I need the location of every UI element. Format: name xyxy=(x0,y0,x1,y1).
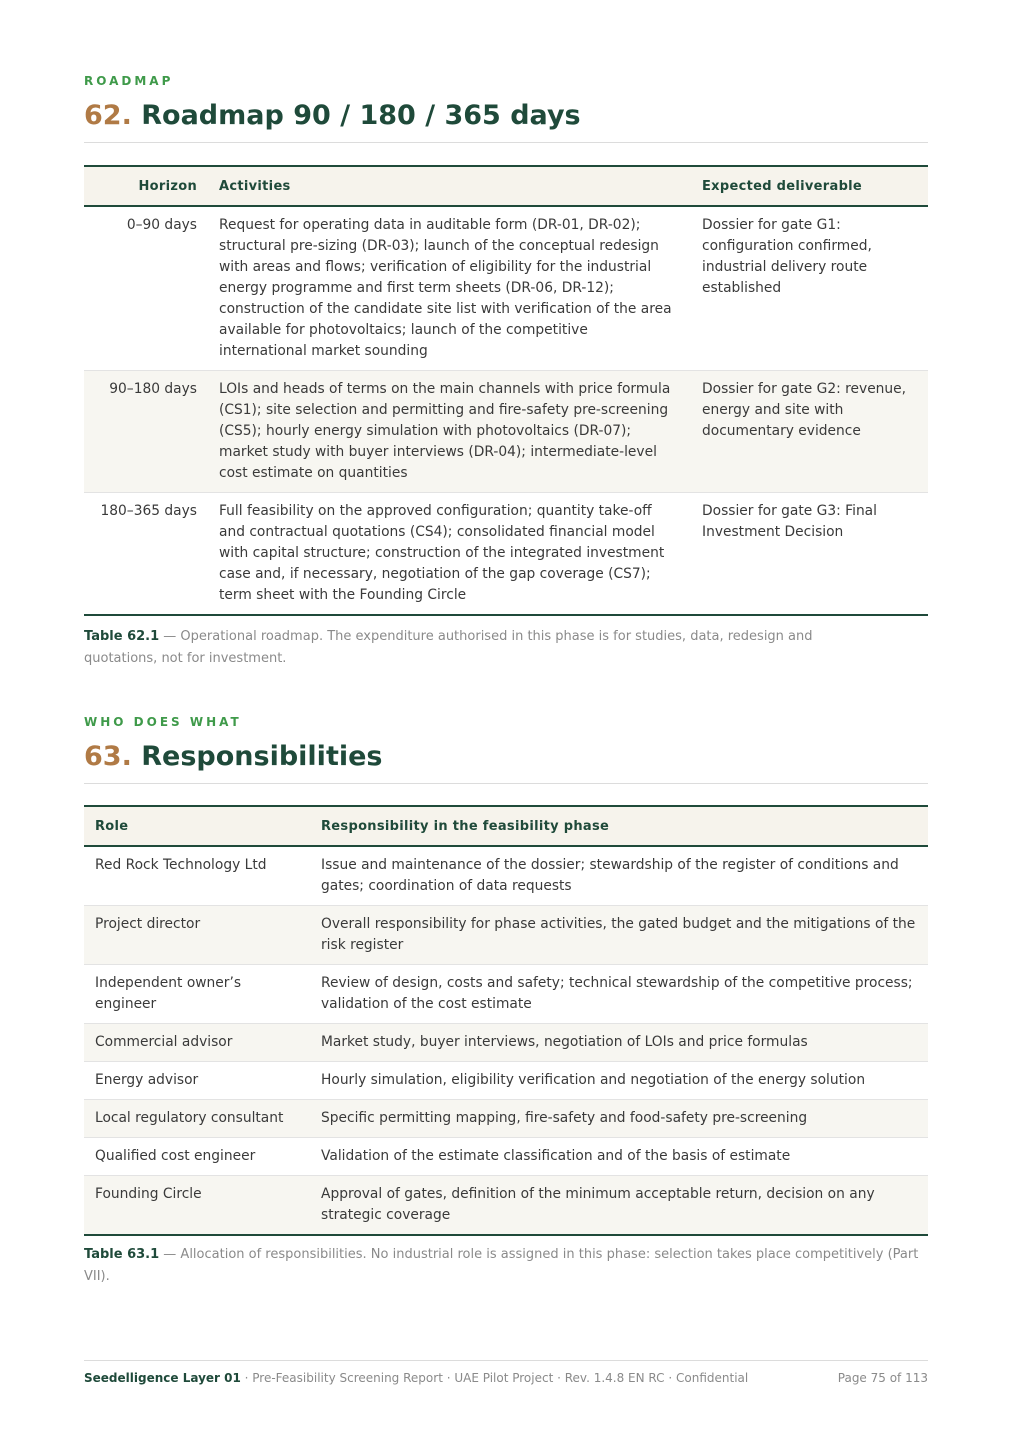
caption-label: Table 62.1 xyxy=(84,629,160,644)
table-header-row xyxy=(84,166,928,206)
role-cell: Commercial advisor xyxy=(84,1024,310,1062)
responsibility-cell: Hourly simulation, eligibility verification and negotiation of the energy solution xyxy=(321,1072,866,1088)
caption-text: — Operational roadmap. The expenditure authorised in this phase is for studies, data, redesign and quotations, not for investment. xyxy=(84,629,813,666)
section-title-text: Responsibilities xyxy=(141,741,383,772)
section-eyebrow: ROADMAP xyxy=(84,74,174,88)
responsibility-cell: Issue and maintenance of the dossier; stewardship of the register of conditions and gates; coordination of data requests xyxy=(321,857,899,894)
table-row xyxy=(84,371,928,493)
table-row xyxy=(84,1176,928,1236)
column-header-deliverable: Expected deliverable xyxy=(691,166,928,206)
table-row xyxy=(84,1100,928,1138)
activities-cell: Full feasibility on the approved configuration; quantity take-off and contractual quotations (CS4); consolidated financial model with capital structure; construction of the integrated investment case and, if necessary, negotiation of the gap coverage (CS7); term sheet with the Founding Circle xyxy=(219,503,665,603)
section-title-text: Roadmap 90 / 180 / 365 days xyxy=(141,100,581,131)
deliverable-cell: Dossier for gate G1: configuration confirmed, industrial delivery route established xyxy=(702,217,872,296)
table-row xyxy=(84,493,928,616)
divider xyxy=(84,783,928,784)
responsibility-cell: Overall responsibility for phase activities, the gated budget and the mitigations of the risk register xyxy=(310,906,928,965)
horizon-cell: 0–90 days xyxy=(126,217,197,233)
horizon-cell: 180–365 days xyxy=(100,503,197,519)
footer-meta xyxy=(84,1371,748,1385)
deliverable-cell: Dossier for gate G2: revenue, energy and site with documentary evidence xyxy=(691,371,928,493)
table-row xyxy=(84,906,928,965)
role-cell: Independent owner’s engineer xyxy=(95,975,242,1012)
responsibility-cell: Validation of the estimate classification and of the basis of estimate xyxy=(321,1148,791,1164)
table-row xyxy=(84,1062,928,1100)
responsibility-cell: Approval of gates, definition of the minimum acceptable return, decision on any strategic coverage xyxy=(310,1176,928,1236)
column-header-activities: Activities xyxy=(208,166,691,206)
role-cell: Qualified cost engineer xyxy=(95,1148,256,1164)
table-caption xyxy=(84,626,884,670)
section-title xyxy=(84,741,928,773)
section-number: 63. xyxy=(84,741,132,772)
table-caption xyxy=(84,1244,928,1288)
caption-text: — Allocation of responsibilities. No industrial role is assigned in this phase: selection takes place competitively (Part VII). xyxy=(84,1247,919,1284)
role-cell: Project director xyxy=(84,906,310,965)
section-eyebrow: WHO DOES WHAT xyxy=(84,715,242,729)
table-row xyxy=(84,846,928,906)
page-footer xyxy=(84,1360,928,1385)
activities-cell: Request for operating data in auditable form (DR-01, DR-02); structural pre-sizing (DR-03); launch of the conceptual redesign with areas and flows; verification of eligibility for the industrial energy programme and first term sheets (DR-06, DR-12); construction of the candidate site list with verification of the area available for photovoltaics; launch of the competitive international market sounding xyxy=(219,217,672,359)
role-cell: Red Rock Technology Ltd xyxy=(95,857,267,873)
page-number: Page 75 of 113 xyxy=(837,1371,928,1385)
column-header-role: Role xyxy=(84,806,310,846)
table-row xyxy=(84,1138,928,1176)
section-number: 62. xyxy=(84,100,132,131)
role-cell: Founding Circle xyxy=(84,1176,310,1236)
table-header-row xyxy=(84,806,928,846)
roadmap-table xyxy=(84,165,928,616)
responsibility-cell: Specific permitting mapping, fire-safety and food-safety pre-screening xyxy=(310,1100,928,1138)
divider xyxy=(84,142,928,143)
caption-label: Table 63.1 xyxy=(84,1247,160,1262)
table-row xyxy=(84,1024,928,1062)
deliverable-cell: Dossier for gate G3: Final Investment Decision xyxy=(702,503,877,540)
footer-brand: Seedelligence Layer 01 xyxy=(84,1371,241,1385)
table-row xyxy=(84,206,928,371)
section-roadmap xyxy=(84,74,928,143)
horizon-cell: 90–180 days xyxy=(84,371,208,493)
responsibility-cell: Market study, buyer interviews, negotiation of LOIs and price formulas xyxy=(310,1024,928,1062)
section-title xyxy=(84,100,928,132)
table-row xyxy=(84,965,928,1024)
role-cell: Local regulatory consultant xyxy=(84,1100,310,1138)
column-header-responsibility: Responsibility in the feasibility phase xyxy=(310,806,928,846)
responsibility-cell: Review of design, costs and safety; technical stewardship of the competitive process; validation of the cost estimate xyxy=(321,975,913,1012)
responsibilities-table xyxy=(84,805,928,1236)
role-cell: Energy advisor xyxy=(95,1072,199,1088)
footer-meta-text: · Pre-Feasibility Screening Report · UAE Pilot Project · Rev. 1.4.8 EN RC · Confidential xyxy=(240,1371,749,1385)
column-header-horizon: Horizon xyxy=(84,166,208,206)
activities-cell: LOIs and heads of terms on the main channels with price formula (CS1); site selection and permitting and fire-safety pre-screening (CS5); hourly energy simulation with photovoltaics (DR-07); market study with buyer interviews (DR-04); intermediate-level cost estimate on quantities xyxy=(208,371,691,493)
section-responsibilities xyxy=(84,715,928,784)
